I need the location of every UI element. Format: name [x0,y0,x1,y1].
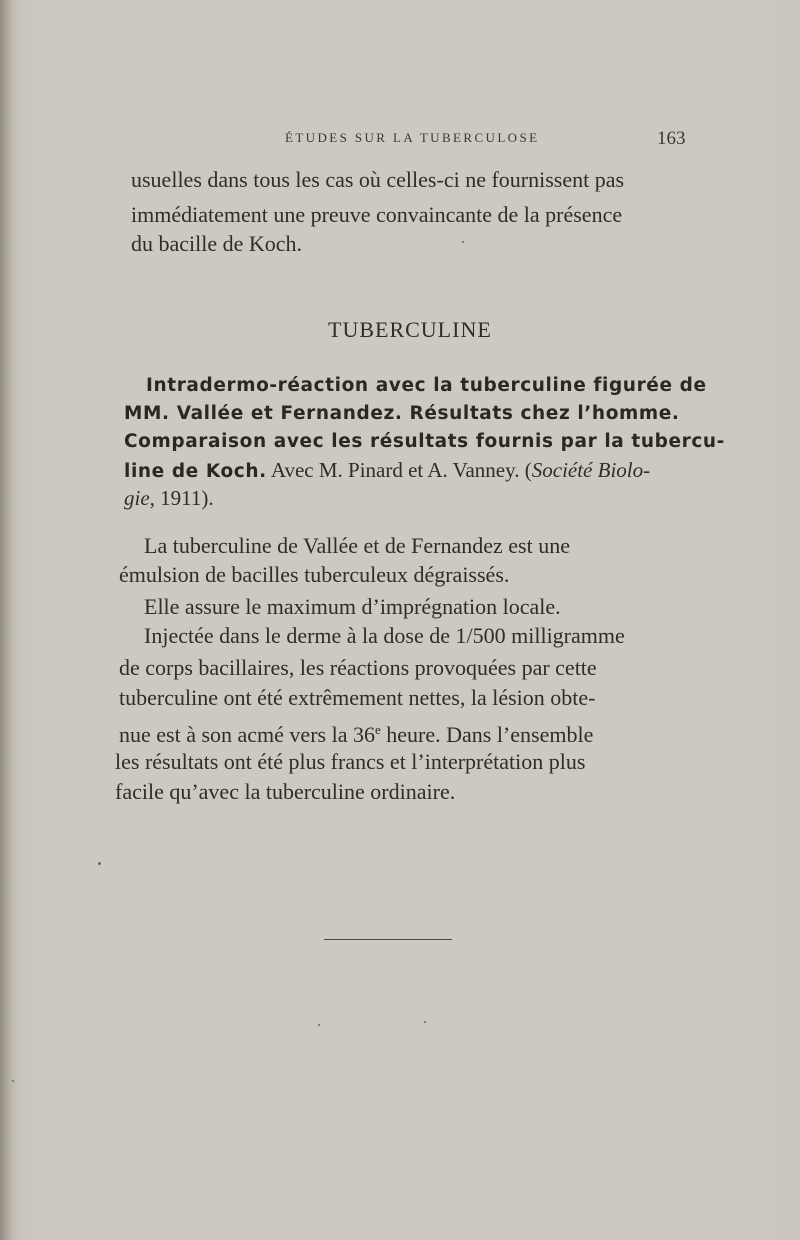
section-title: TUBERCULINE [328,317,492,342]
paper-speck [318,1024,320,1026]
reference-line-2: MM. Vallée et Fernandez. Résultats chez l’homme. [124,403,680,424]
page-number: 163 [657,128,686,149]
intro-line-3: du bacille de Koch. [131,231,303,256]
paragraph-1-line-1: La tuberculine de Vallée et de Fernandez est une [144,533,570,558]
reference-line-4-italic: Société Biolo- [531,458,651,482]
reference-line-5-italic: gie, [124,486,155,510]
reference-line-4-bold: line de Koch. [124,461,267,482]
paragraph-3-line-4-b: heure. Dans l’ensemble [380,722,594,747]
paragraph-2-line-1: Elle assure le maximum d’imprégnation locale. [144,594,561,619]
reference-line-4 [124,456,650,486]
paragraph-3-line-1: Injectée dans le derme à la dose de 1/500 milligramme [144,623,625,648]
paragraph-1-line-2: émulsion de bacilles tuberculeux dégraissés. [119,562,510,587]
paragraph-3-line-6: facile qu’avec la tuberculine ordinaire. [115,779,456,804]
reference-line-1: Intradermo-réaction avec la tuberculine figurée de [146,375,707,396]
paragraph-3-line-4-a: nue est à son acmé vers la 36 [119,722,375,747]
paragraph-3-line-5: les résultats ont été plus francs et l’interprétation plus [115,749,586,774]
paper-speck [12,1080,14,1082]
running-title: ÉTUDES SUR LA TUBERCULOSE [285,130,540,145]
reference-line-5-roman: 1911). [154,486,214,510]
intro-line-1: usuelles dans tous les cas où celles-ci ne fournissent pas [131,167,625,192]
reference-line-5 [124,484,214,512]
superscript-e: e [374,722,381,737]
reference-line-4-roman: Avec M. Pinard et A. Vanney. ( [266,458,532,482]
paragraph-3-line-2: de corps bacillaires, les réactions provoquées par cette [119,655,597,680]
running-head [0,128,800,152]
paper-speck [98,862,101,865]
reference-line-3: Comparaison avec les résultats fournis par la tubercu- [124,431,725,452]
page-binding-edge [0,0,18,1240]
paper-speck [462,241,464,243]
paragraph-3-line-4 [119,716,593,749]
intro-line-2: immédiatement une preuve convaincante de la présence [131,202,623,227]
paper-speck [424,1021,426,1023]
end-rule [324,939,452,940]
paragraph-3-line-3: tuberculine ont été extrêmement nettes, la lésion obte- [119,685,596,710]
